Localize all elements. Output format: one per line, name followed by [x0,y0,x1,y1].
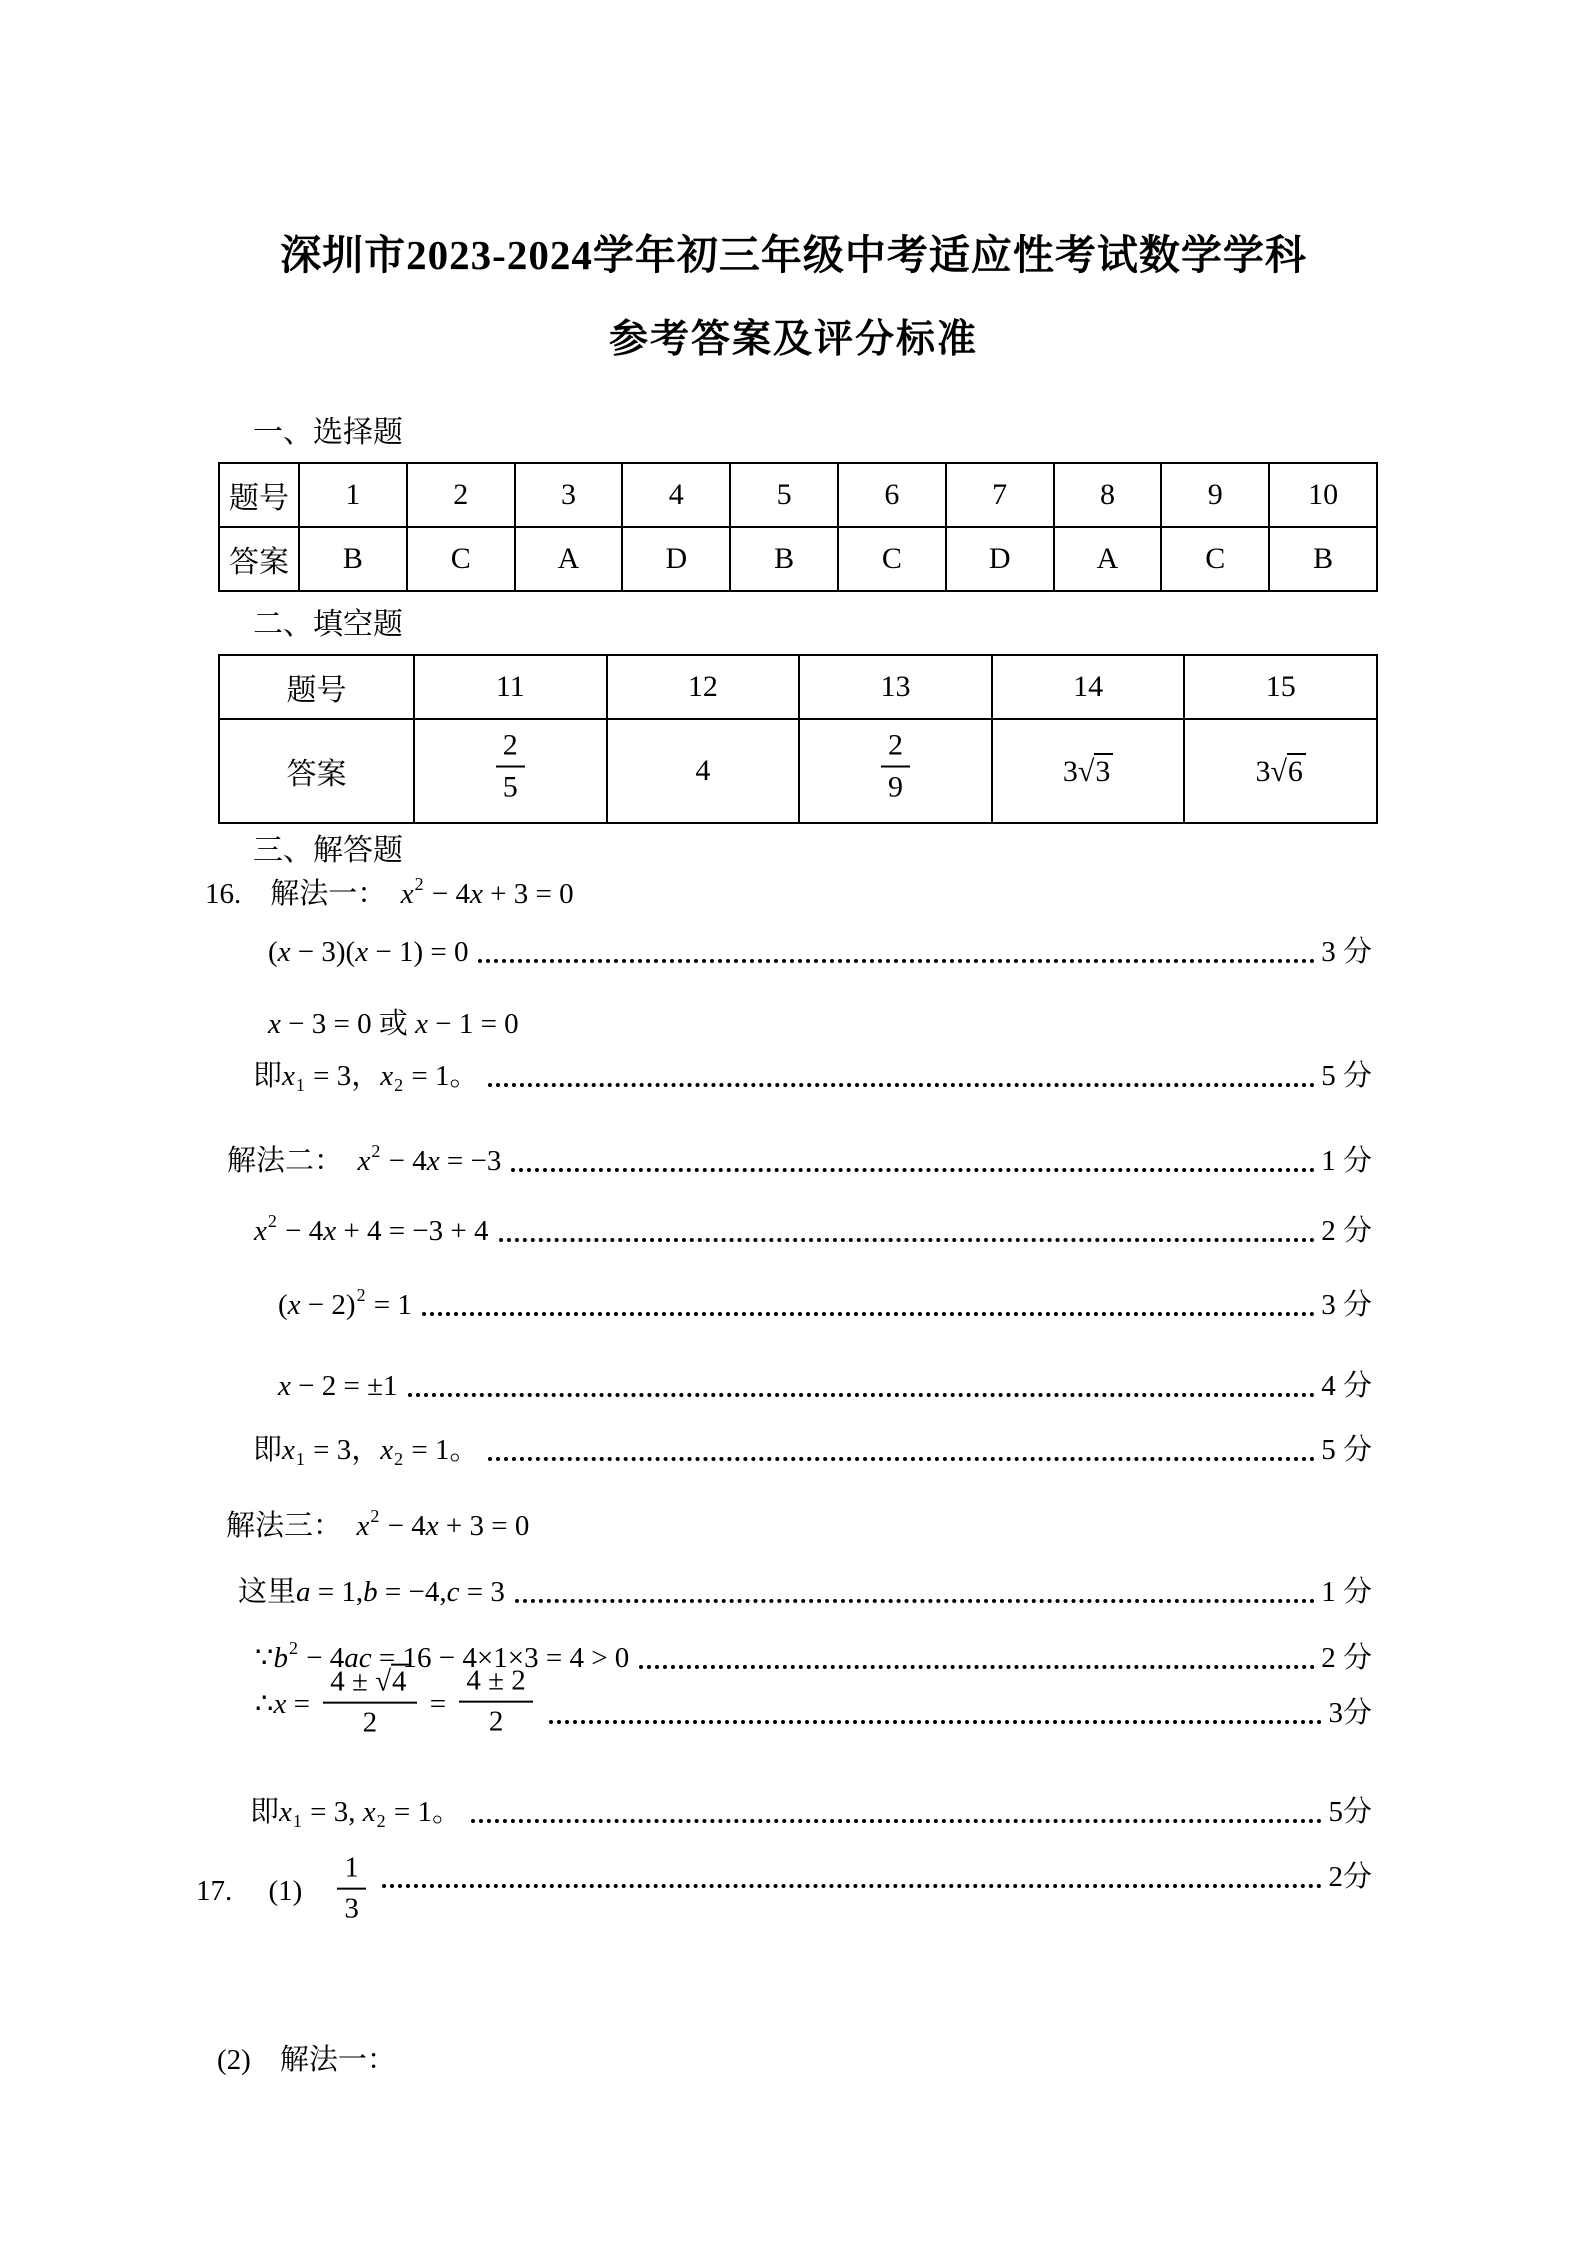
answer-cell [730,527,838,591]
solution-line [205,874,1372,914]
math-text: = [422,1688,454,1720]
math-text: 3 [344,1892,359,1925]
math-text: 17. (1) [196,1875,332,1907]
superscript: 2 [371,1141,381,1162]
fraction-numerator [496,728,525,766]
math-variable: x [277,936,291,968]
math-text: 6 [1287,755,1303,788]
math-expression [205,874,574,914]
radical-sign-icon: √ [1077,755,1095,788]
question-number-cell [607,655,800,719]
dot-leader [471,1819,1323,1823]
math-text: 2 [887,728,903,761]
question-number-cell [946,463,1054,527]
math-text: = 1。 [386,1796,461,1828]
math-variable: x [356,1510,370,1542]
math-text: 4 ± 2 [466,1664,526,1697]
fraction-denominator [496,766,525,806]
fraction [323,1664,416,1741]
math-variable: x [273,1688,287,1720]
solution-line [255,1664,1372,1745]
superscript: 2 [370,1506,380,1527]
answer-cell [1269,527,1377,591]
table-row [219,527,1377,591]
math-text: 16. 解法一： [205,878,401,910]
math-text: 14 [1073,670,1104,703]
question-number-cell [1054,463,1162,527]
math-text: = −4, [377,1576,447,1608]
math-variable: x [287,1289,301,1321]
dot-leader [488,1457,1315,1461]
subscript: 2 [376,1810,386,1831]
superscript: 2 [288,1638,298,1659]
dot-leader [511,1168,1315,1172]
math-expression [227,1141,501,1181]
fraction-denominator [323,1702,416,1740]
math-text: 2 [488,1705,504,1738]
math-text: − 3 = 0 或 [280,1008,416,1040]
row-header-cell: 题号 [219,463,299,527]
math-variable: x [425,1510,439,1542]
solution-line [238,1572,1372,1612]
row-header-cell: 答案 [219,719,414,823]
question-number-cell [515,463,623,527]
score-label: 1 分 [1321,1576,1372,1608]
row-header-cell: 题号 [219,655,414,719]
math-text: = 1 [366,1289,412,1321]
math-variable: b [273,1642,288,1674]
fraction-numerator [323,1664,416,1702]
math-expression [217,2040,396,2080]
dot-leader [549,1720,1323,1724]
dot-leader [515,1599,1315,1603]
question-number-cell [992,655,1185,719]
math-expression [196,1851,372,1931]
math-expression [278,1366,398,1406]
score-label: 2 分 [1321,1642,1372,1674]
section-heading-fill: 二、填空题 [253,608,403,641]
math-text: − 4 [298,1642,345,1674]
fraction-numerator [881,728,910,766]
math-expression [255,1664,539,1745]
fill-blank-answer-table [218,654,1378,824]
math-variable: x [415,1008,428,1040]
question-number-cell [799,655,992,719]
math-text: = [286,1688,318,1720]
math-text: 10 [1308,478,1339,511]
math-text: A [557,542,580,575]
math-text: = 3， [305,1434,381,1466]
math-expression [278,1285,412,1325]
dot-leader [422,1312,1315,1316]
math-text: 6 [884,478,900,511]
score-label: 1 分 [1321,1145,1372,1177]
table-row [219,719,1377,823]
question-number-cell [622,463,730,527]
math-text: = 3， [305,1060,381,1092]
math-variable: x [469,878,483,910]
choice-answer-table [218,462,1378,592]
radical-expression [1078,753,1113,789]
table-row [219,655,1377,719]
math-text: 9 [887,770,903,804]
solution-line [227,1141,1372,1181]
math-text: 13 [880,670,911,703]
radical-sign-icon: √ [375,1665,392,1698]
answer-cell [607,719,800,823]
math-text: 4 ± [330,1665,376,1698]
math-variable: x [380,1434,394,1466]
question-number-cell [299,463,407,527]
math-text: 3 [1255,755,1271,788]
math-text: − 4 [380,1510,426,1542]
doc-title-line2: 参考答案及评分标准 [608,318,978,361]
math-text: 12 [687,670,718,703]
solution-line [226,1506,1372,1546]
fraction [459,1665,532,1740]
math-text: ( [278,1289,288,1321]
subscript: 2 [394,1074,404,1095]
solution-line [278,1285,1372,1325]
math-text: 5 [502,770,518,804]
question-number-cell [1184,655,1377,719]
answer-cell [946,527,1054,591]
answer-cell [1184,719,1377,823]
solution-line [268,932,1372,972]
solution-line [268,1004,1372,1044]
dot-leader [499,1238,1316,1242]
radical-expression [375,1664,409,1699]
subscript: 2 [394,1448,404,1469]
superscript: 2 [356,1285,366,1306]
math-text: (2) 解法一： [217,2044,396,2076]
score-label: 4 分 [1321,1370,1372,1402]
math-expression [238,1572,505,1612]
math-text: − 1 = 0 [427,1008,519,1040]
radicand [391,1664,410,1699]
math-text: = 3, [302,1796,363,1828]
question-number-cell [1269,463,1377,527]
superscript: 2 [267,1211,277,1232]
math-expression [253,1430,478,1470]
math-text: = 1, [310,1576,364,1608]
math-variable: b [363,1576,378,1608]
fraction-numerator [337,1852,366,1888]
answer-cell [799,719,992,823]
math-text: C [1205,542,1226,575]
math-text: C [450,542,471,575]
math-expression [268,932,468,972]
answer-cell [1161,527,1269,591]
score-label: 2 分 [1321,1215,1372,1247]
math-text: 11 [495,670,525,703]
math-text: B [1313,542,1334,575]
math-text: ( [268,936,278,968]
math-variable: x [357,1145,371,1177]
math-text: 1 [345,478,361,511]
math-variable: x [380,1060,394,1092]
math-text: 3 [1062,755,1078,788]
math-variable: x [426,1145,440,1177]
math-text: − 4 [424,878,470,910]
math-text: 即 [253,1434,283,1466]
math-text: 2 [453,478,469,511]
fraction [496,728,525,805]
math-text: − 3)( [290,936,356,968]
math-text: 7 [992,478,1008,511]
math-text: B [774,542,795,575]
answer-cell [992,719,1185,823]
score-label: 5分 [1328,1796,1372,1828]
math-variable: c [446,1576,460,1608]
subscript: 1 [295,1448,305,1469]
math-text: 4 [392,1665,407,1698]
math-text: 即 [253,1060,283,1092]
math-text: = 1。 [404,1060,479,1092]
radicand [1094,753,1113,789]
math-text: = 1。 [404,1434,479,1466]
dot-leader [382,1884,1323,1888]
math-variable: x [268,1008,281,1040]
solution-line [278,1366,1372,1406]
section-heading-choice: 一、选择题 [253,416,403,449]
solution-line [250,1792,1372,1832]
doc-title-line1: 深圳市2023-2024学年初三年级中考适应性考试数学学科 [280,232,1307,278]
math-expression [226,1506,529,1546]
math-variable: x [282,1060,295,1092]
radicand [1287,753,1306,789]
fraction-numerator [459,1665,532,1701]
math-text: = 3 [459,1576,505,1608]
question-number-cell [414,655,607,719]
math-text: 解法三： [226,1510,357,1542]
math-variable: x [278,1370,291,1402]
math-variable: x [362,1796,376,1828]
math-variable: x [282,1434,295,1466]
score-label: 3 分 [1321,936,1372,968]
math-text: ∵ [255,1642,274,1674]
fill-blank-answer-table-body [219,655,1377,823]
fraction [337,1852,366,1927]
math-variable: x [355,936,369,968]
subscript: 1 [295,1074,305,1095]
math-text: + 3 = 0 [438,1510,530,1542]
superscript: 2 [414,874,424,895]
answer-cell [1054,527,1162,591]
math-text: 3 [560,478,576,511]
math-variable: a [344,1642,359,1674]
math-text: 1 [344,1851,359,1884]
math-text: A [1096,542,1119,575]
score-label: 5 分 [1321,1434,1372,1466]
answer-cell [299,527,407,591]
subscript: 1 [292,1810,302,1831]
math-text: 9 [1207,478,1223,511]
solution-line [253,1430,1372,1470]
math-text: − 2 = ±1 [290,1370,398,1402]
math-text: 5 [776,478,792,511]
dot-leader [478,959,1315,963]
solution-line [217,2040,1372,2080]
question-number-cell [838,463,946,527]
dot-leader [408,1393,1316,1397]
math-text: 2 [502,728,518,761]
math-text: + 3 = 0 [482,878,574,910]
score-label: 3分 [1328,1696,1372,1729]
table-row [219,463,1377,527]
answer-cell [838,527,946,591]
solution-line [196,1851,1372,1931]
solution-line [253,1056,1372,1096]
math-variable: x [323,1215,337,1247]
math-expression [268,1004,519,1044]
answer-cell [407,527,515,591]
dot-leader [488,1083,1315,1087]
fraction-denominator [459,1701,532,1739]
math-text: 这里 [238,1576,297,1608]
math-variable: a [296,1576,311,1608]
choice-answer-table-body [219,463,1377,591]
question-number-cell [730,463,838,527]
math-text: 4 [668,478,684,511]
score-label: 3 分 [1321,1289,1372,1321]
math-text: 2 [362,1706,378,1739]
math-text: 3 [1095,755,1111,788]
math-text: D [665,542,688,575]
question-number-cell [407,463,515,527]
math-text: = 16 − 4×1×3 = 4 > 0 [371,1642,630,1674]
math-variable: c [358,1642,372,1674]
math-text: D [988,542,1011,575]
answer-cell [414,719,607,823]
math-text: 8 [1099,478,1115,511]
answer-cell [622,527,730,591]
score-label: 2分 [1328,1860,1372,1893]
math-variable: x [279,1796,292,1828]
math-text: 15 [1265,670,1296,703]
math-expression [250,1792,461,1832]
math-text: − 1) = 0 [368,936,469,968]
math-text: C [881,542,902,575]
section-heading-solutions: 三、解答题 [253,834,403,867]
math-text: 4 [695,754,711,787]
radical-expression [1270,753,1305,789]
math-text: − 4 [381,1145,427,1177]
math-text: 即 [250,1796,280,1828]
math-expression [253,1056,478,1096]
math-expression [254,1211,489,1251]
math-text: = −3 [439,1145,502,1177]
math-text: + 4 = −3 + 4 [336,1215,489,1247]
score-label: 5 分 [1321,1060,1372,1092]
fraction [881,728,910,805]
row-header-cell: 答案 [219,527,299,591]
math-text: 解法二： [227,1145,358,1177]
math-text: − 2) [300,1289,356,1321]
math-text: − 4 [277,1215,324,1247]
fraction-denominator [881,766,910,806]
math-text: ∴ [255,1688,274,1720]
math-text: B [342,542,363,575]
fraction-denominator [337,1888,366,1926]
answer-cell [515,527,623,591]
radical-sign-icon: √ [1270,755,1287,788]
math-variable: x [254,1215,267,1247]
question-number-cell [1161,463,1269,527]
math-variable: x [400,878,414,910]
solution-line [254,1211,1372,1251]
